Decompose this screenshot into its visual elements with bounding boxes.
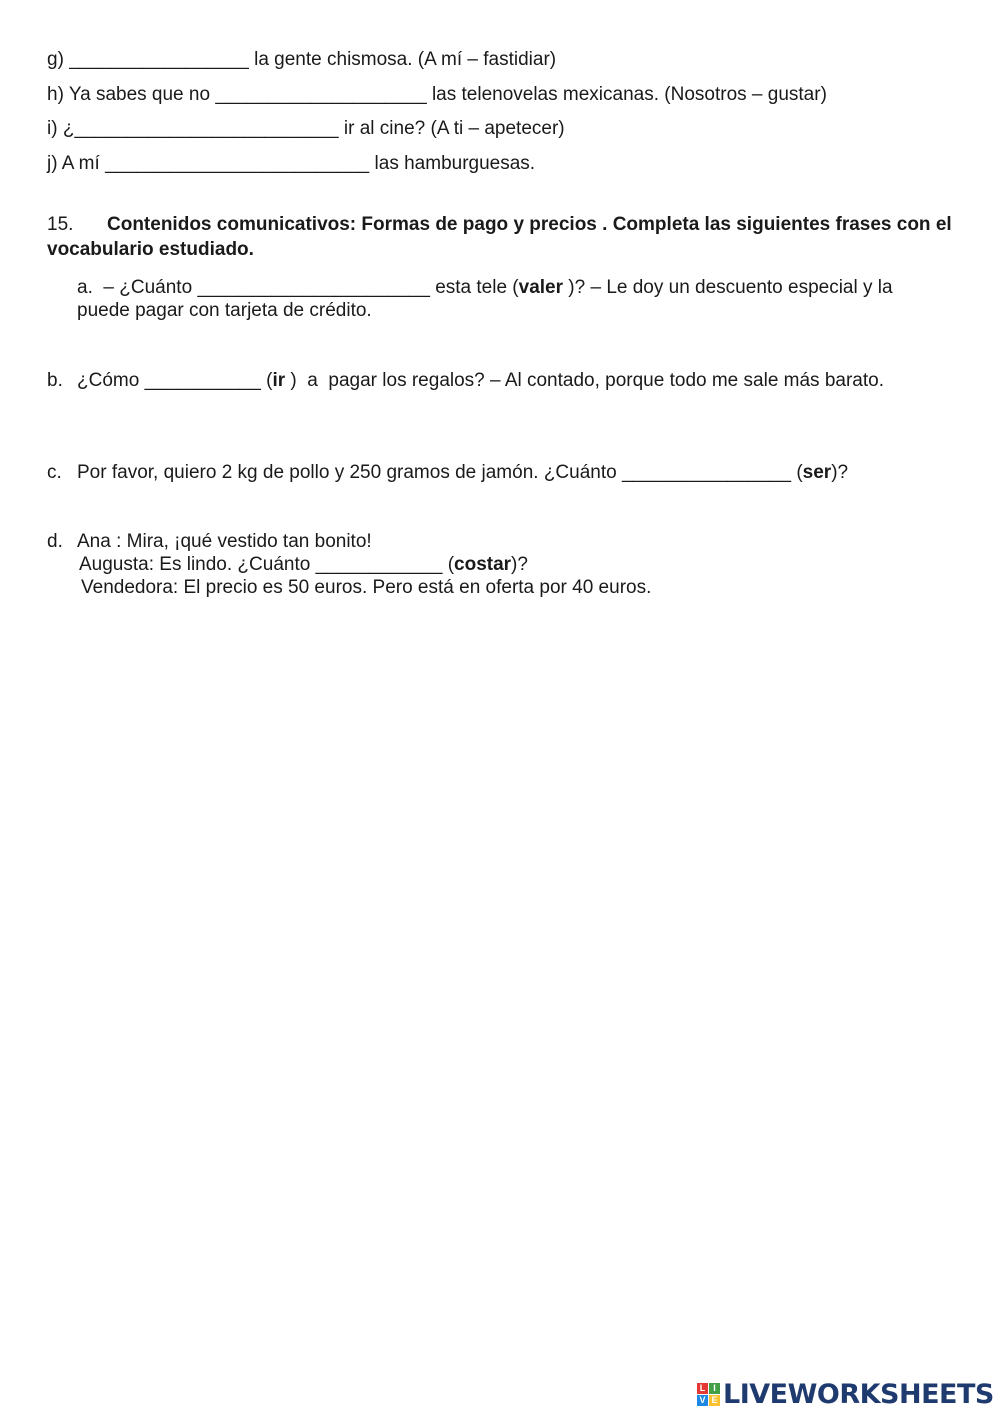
answer-blank-a[interactable]: ______________________ <box>197 277 430 298</box>
item-d-line1: d. Ana : Mira, ¡qué vestido tan bonito! <box>47 531 372 552</box>
exercise-h: h) Ya sabes que no ____________________ las telenovelas mexicanas. (Nosotros – gustar) <box>47 84 827 105</box>
verb-ir: ir <box>272 370 286 391</box>
item-d-line2: Augusta: Es lindo. ¿Cuánto ____________ (costar)? <box>79 554 528 575</box>
logo-mark-v: V <box>697 1395 708 1406</box>
logo-mark-l: L <box>697 1383 708 1394</box>
verb-costar: costar <box>454 554 512 575</box>
logo-text: LIVEWORKSHEETS <box>723 1378 994 1410</box>
answer-blank-i[interactable]: _________________________ <box>74 118 339 139</box>
exercise-i: i) ¿_________________________ ir al cine? (A ti – apetecer) <box>47 118 565 139</box>
item-d-line3: Vendedora: El precio es 50 euros. Pero está en oferta por 40 euros. <box>81 577 652 598</box>
answer-blank-d[interactable]: ____________ <box>315 554 443 575</box>
answer-blank-j[interactable]: _________________________ <box>105 153 370 174</box>
item-c: c. Por favor, quiero 2 kg de pollo y 250 gramos de jamón. ¿Cuánto ________________ (ser)? <box>47 462 849 483</box>
section-title: Contenidos comunicativos: Formas de pago y precios . Completa las siguientes frases con el vocabulario estudiado. <box>47 214 952 260</box>
item-b: b. ¿Cómo ___________ (ir ) a pagar los regalos? – Al contado, porque todo me sale más barato. <box>47 370 884 391</box>
item-a-line1: a. – ¿Cuánto ______________________ esta tele (valer )? – Le doy un descuento especial y la <box>77 277 893 298</box>
exercise-j: j) A mí _________________________ las hamburguesas. <box>47 153 536 174</box>
section-number: 15. <box>47 214 74 235</box>
exercise-g: g) _________________ la gente chismosa. (A mí – fastidiar) <box>47 49 557 70</box>
logo-mark-e: E <box>709 1395 720 1406</box>
liveworksheets-logo <box>697 1378 994 1410</box>
section-15-heading <box>47 212 952 262</box>
verb-valer: valer <box>518 277 564 298</box>
logo-mark-i: I <box>709 1383 720 1394</box>
logo-mark-icon <box>697 1383 720 1406</box>
answer-blank-h[interactable]: ____________________ <box>215 84 427 105</box>
verb-ser: ser <box>802 462 832 483</box>
answer-blank-c[interactable]: ________________ <box>621 462 792 483</box>
item-a-line2: puede pagar con tarjeta de crédito. <box>77 300 372 321</box>
answer-blank-g[interactable]: _________________ <box>69 49 249 70</box>
answer-blank-b[interactable]: ___________ <box>144 370 261 391</box>
